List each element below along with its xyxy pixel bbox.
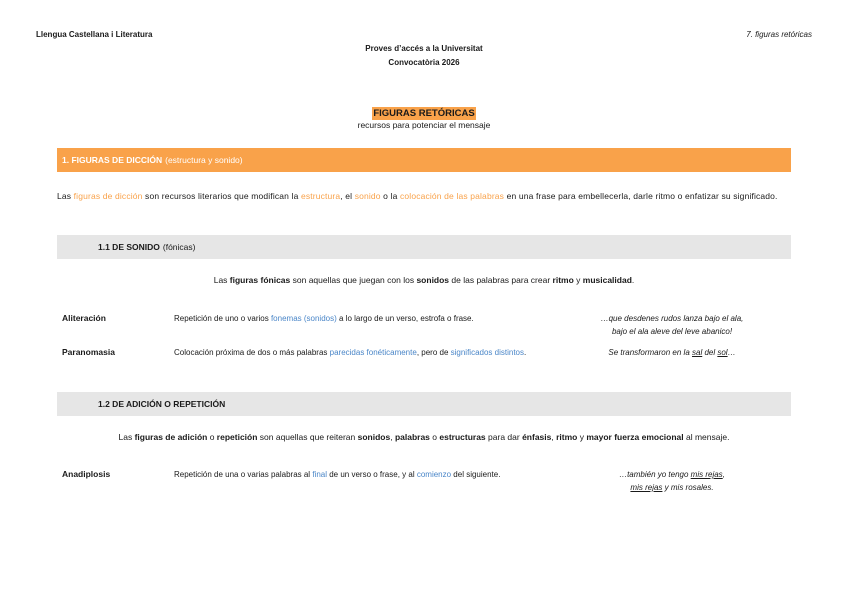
definition-highlight: fonemas (sonidos)	[270, 314, 337, 323]
definition-highlight: parecidas fonéticamente	[329, 348, 417, 357]
definition-text: , pero de	[416, 348, 451, 357]
desc-bold: figuras fónicas	[229, 275, 291, 285]
desc-text: al mensaje.	[683, 432, 730, 442]
desc-text: son aquellas que reiteran	[257, 432, 358, 442]
definition-text: de un verso o frase, y al	[327, 470, 417, 479]
term-aliteracion: Aliteración	[62, 313, 106, 323]
intro-text: en una frase para embellecerla, darle ritmo o enfatizar su significado.	[504, 191, 778, 201]
intro-text: o la	[380, 191, 400, 201]
subsection-label: 1.1 DE SONIDO	[98, 242, 160, 252]
example-underlined: mis rejas	[690, 470, 723, 479]
example-text: Se transformaron en la	[608, 348, 692, 357]
intro-text: Las	[57, 191, 74, 201]
definition-text: .	[524, 348, 527, 357]
definition-text: Colocación próxima de dos o más palabras	[174, 348, 330, 357]
desc-bold: estructuras	[439, 432, 486, 442]
definition-text: Repetición de uno o varios	[174, 314, 271, 323]
desc-text: o	[429, 432, 440, 442]
desc-text: o	[207, 432, 217, 442]
definition-highlight: significados distintos	[450, 348, 524, 357]
section-heading-label: 1. FIGURAS DE DICCIÓN	[62, 155, 163, 165]
desc-text: Las	[213, 275, 230, 285]
example-line: bajo el ala aleve del leve abanico!	[611, 327, 733, 336]
desc-bold: ritmo	[556, 432, 578, 442]
desc-text: son aquellas que juegan con los	[290, 275, 417, 285]
example-aliteracion	[572, 312, 772, 338]
definition-highlight: comienzo	[416, 470, 452, 479]
definition-aliteracion	[174, 312, 544, 325]
example-line	[572, 468, 772, 481]
desc-text: .	[631, 275, 635, 285]
desc-bold: ritmo	[552, 275, 574, 285]
header-exam: Proves d’accés a la Universitat	[365, 44, 483, 53]
section-heading-sublabel: (estructura y sonido)	[165, 155, 243, 165]
desc-bold: sonidos	[416, 275, 450, 285]
intro-highlight: figuras de dicción	[73, 191, 143, 201]
definition-text: Repetición de una o varias palabras al	[174, 470, 313, 479]
term-paranomasia: Paranomasia	[62, 347, 115, 357]
example-paranomasia	[572, 346, 772, 359]
example-underlined: sol	[717, 348, 728, 357]
desc-bold: palabras	[394, 432, 430, 442]
example-text: …también yo tengo	[619, 470, 691, 479]
desc-text: ,	[551, 432, 557, 442]
section-intro	[57, 189, 791, 204]
desc-text: para dar	[485, 432, 523, 442]
desc-bold: énfasis	[522, 432, 552, 442]
desc-bold: figuras de adición	[134, 432, 208, 442]
definition-paranomasia	[174, 346, 554, 359]
desc-text: de las palabras para crear	[449, 275, 553, 285]
intro-text: , el	[340, 191, 355, 201]
header-session: Convocatòria 2026	[388, 58, 460, 67]
desc-text: y	[577, 432, 587, 442]
subsection-label: 1.2 DE ADICIÓN O REPETICIÓN	[98, 399, 226, 409]
page-title: FIGURAS RETÓRICAS	[373, 108, 475, 119]
subsection-description	[0, 275, 848, 285]
term-anadiplosis: Anadiplosis	[62, 469, 111, 479]
example-line	[572, 481, 772, 494]
header-topic: 7. figuras retóricas	[746, 30, 812, 39]
subsection-sublabel: (fónicas)	[162, 242, 196, 252]
subsection-description	[0, 432, 848, 442]
intro-highlight: colocación de las palabras	[400, 191, 505, 201]
definition-text: a lo largo de un verso, estrofa o frase.	[336, 314, 474, 323]
header-subject: Llengua Castellana i Literatura	[36, 30, 153, 39]
definition-text: del siguiente.	[451, 470, 501, 479]
example-text: del	[702, 348, 718, 357]
intro-highlight: sonido	[354, 191, 381, 201]
definition-anadiplosis	[174, 468, 544, 481]
desc-text: y	[573, 275, 583, 285]
example-underlined: mis rejas	[630, 483, 663, 492]
example-text: …	[727, 348, 736, 357]
desc-bold: repetición	[216, 432, 258, 442]
example-line: …que desdenes rudos lanza bajo el ala,	[600, 314, 744, 323]
page-subtitle: recursos para potenciar el mensaje	[357, 120, 491, 130]
subsection-heading-sonido	[57, 235, 791, 259]
section-heading-diccion	[57, 148, 791, 172]
intro-highlight: estructura	[300, 191, 341, 201]
desc-bold: musicalidad	[582, 275, 632, 285]
desc-bold: mayor fuerza emocional	[586, 432, 684, 442]
subsection-heading-adicion	[57, 392, 791, 416]
intro-text: son recursos literarios que modifican la	[142, 191, 301, 201]
definition-highlight: final	[312, 470, 327, 479]
desc-bold: sonidos	[357, 432, 391, 442]
example-underlined: sal	[692, 348, 703, 357]
example-anadiplosis	[572, 468, 772, 494]
desc-text: ,	[390, 432, 395, 442]
example-text: y mis rosales.	[662, 483, 714, 492]
desc-text: Las	[118, 432, 135, 442]
example-text: ,	[722, 470, 725, 479]
title-wrap	[0, 103, 848, 121]
